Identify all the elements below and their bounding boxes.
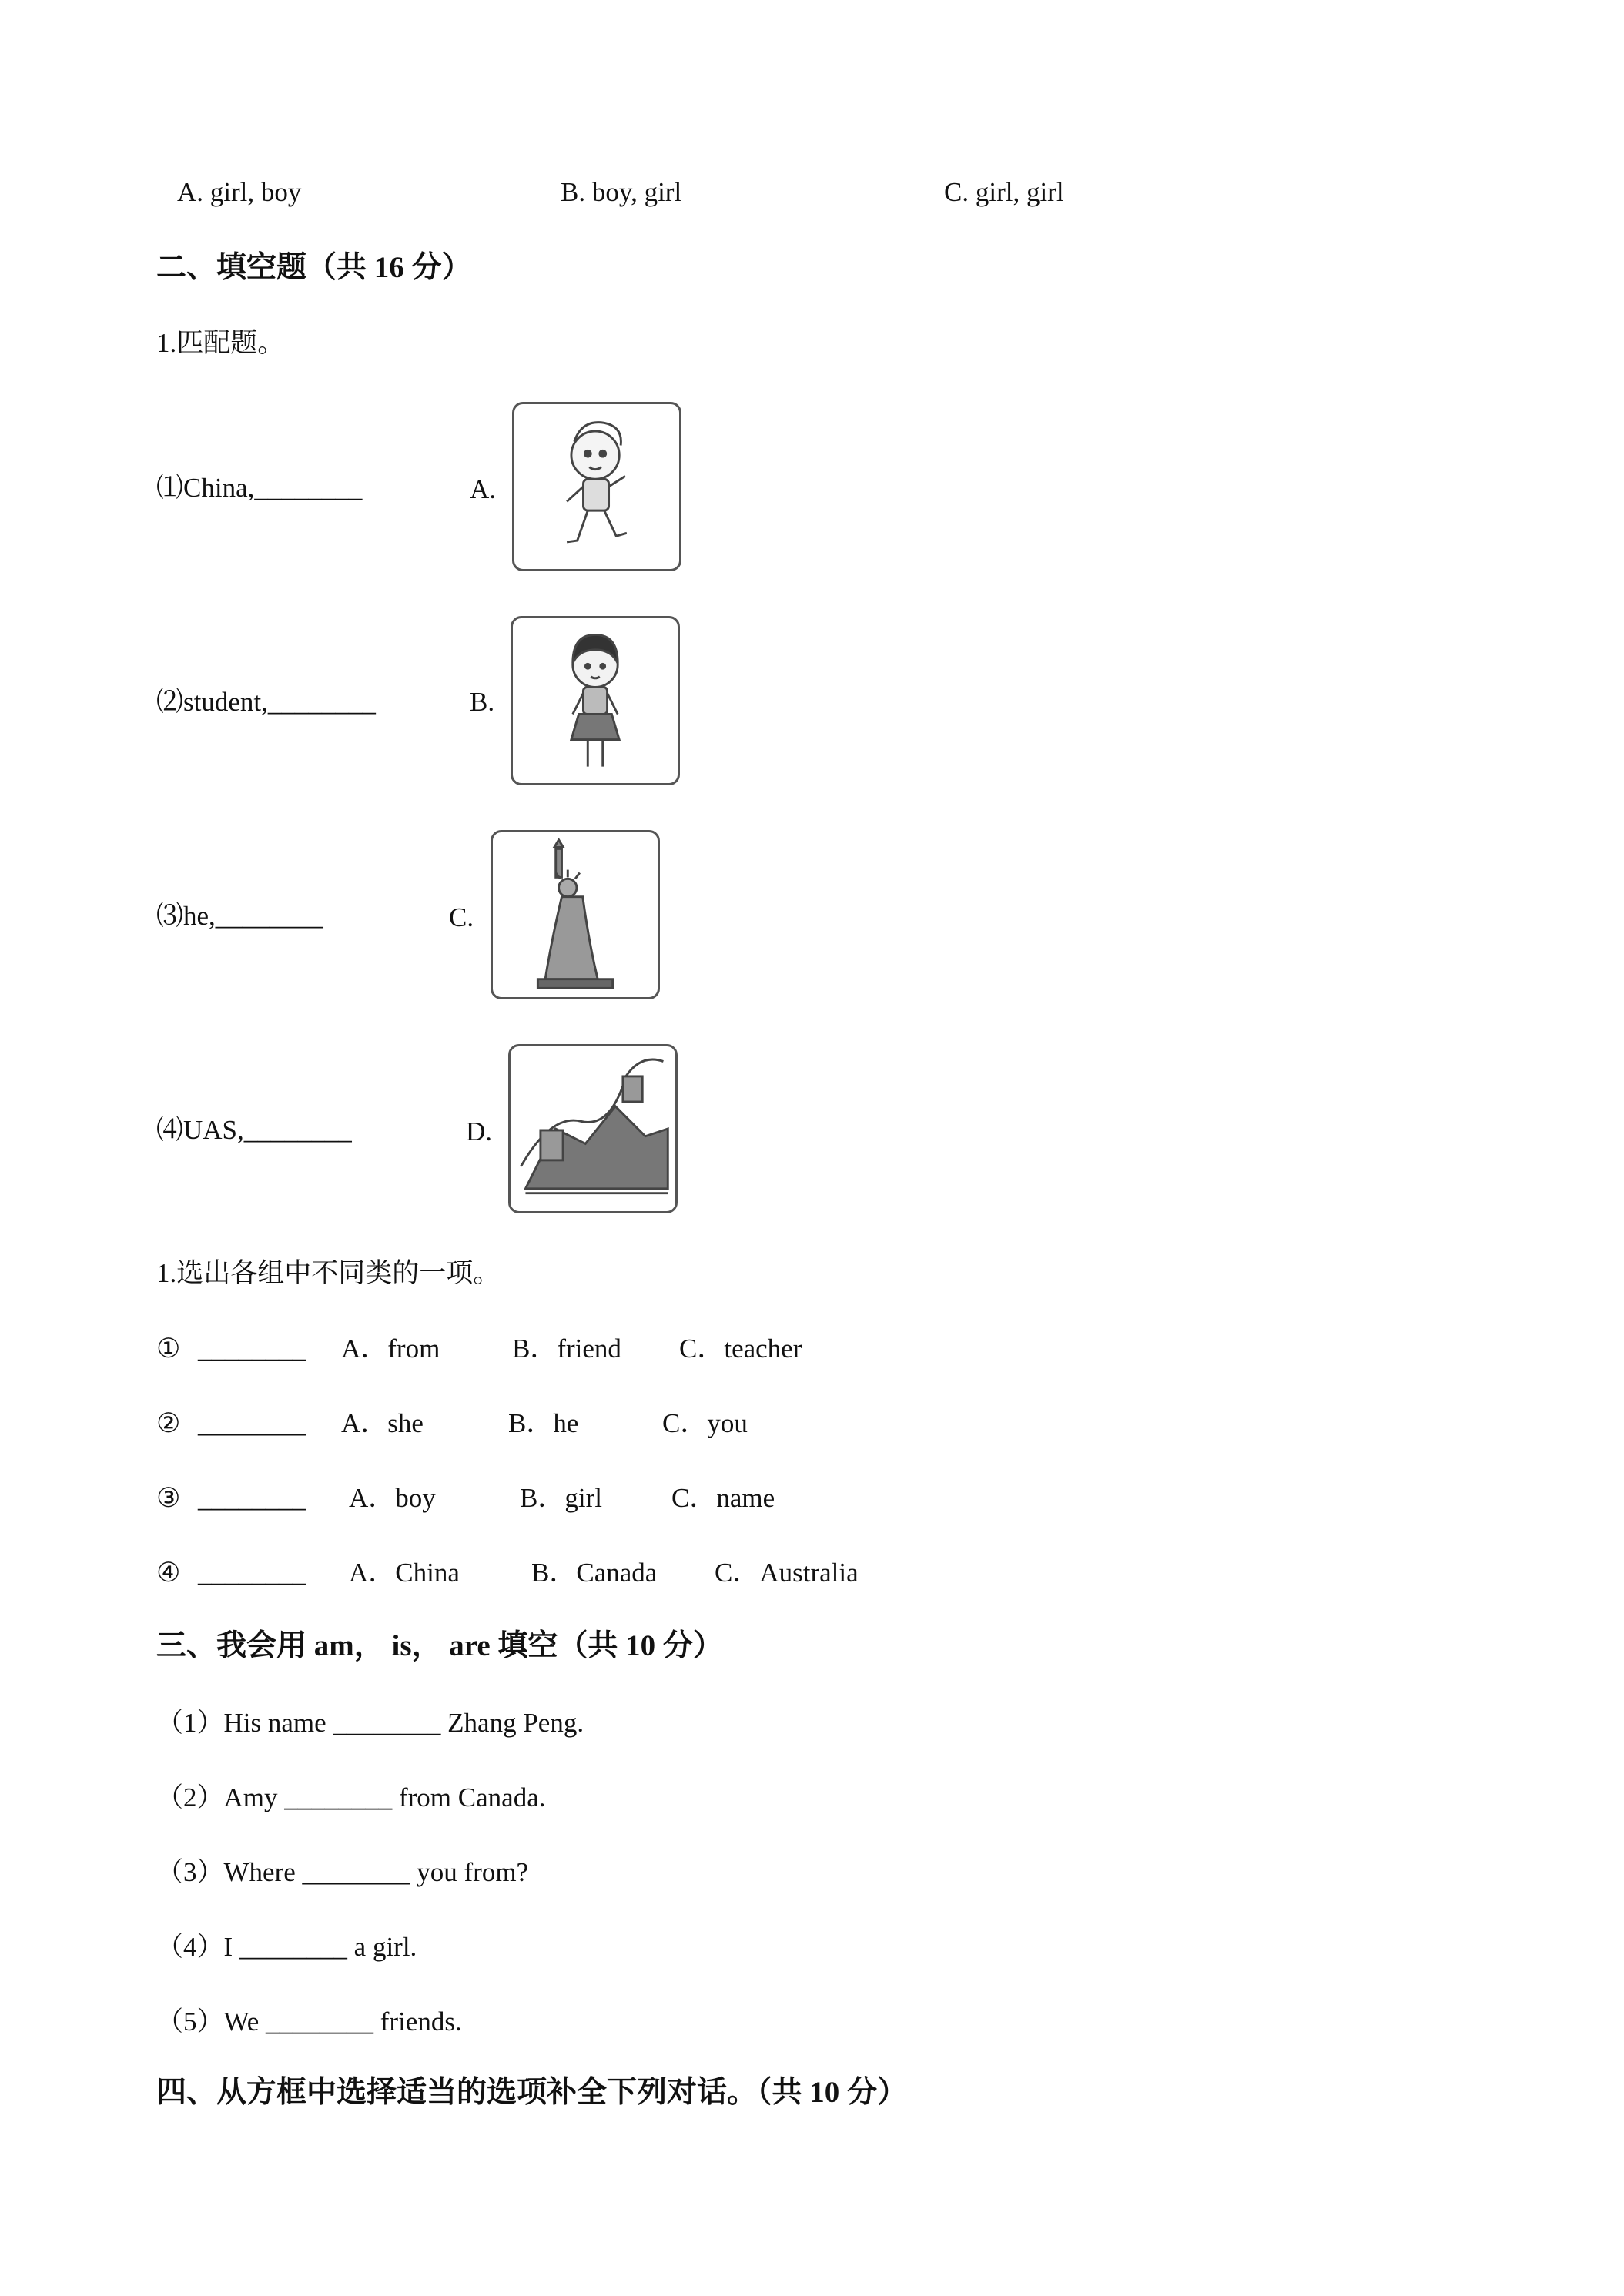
statue-of-liberty-picture — [491, 830, 660, 999]
odd-row-1-num: ① — [156, 1334, 181, 1364]
boy-running-picture — [512, 402, 681, 571]
match-item-3-letter: C. — [449, 902, 474, 932]
great-wall-icon — [511, 1046, 675, 1211]
odd-one-out-title: 1.选出各组中不同类的一项。 — [156, 1258, 501, 1288]
odd-row-3-a: A．boy — [349, 1483, 436, 1513]
odd-row-2-a: A．she — [341, 1408, 424, 1438]
odd-row-1-blank: ________ — [198, 1334, 306, 1364]
odd-row-1-c: C．teacher — [679, 1334, 802, 1364]
girl-student-picture — [511, 616, 680, 785]
odd-row-4-b: B．Canada — [531, 1558, 658, 1588]
odd-row-3-b: B．girl — [520, 1483, 602, 1513]
odd-row-4-a: A．China — [349, 1558, 460, 1588]
match-item-1-label: ⑴China,________ — [156, 473, 363, 503]
match-title: 1.匹配题。 — [156, 328, 285, 358]
odd-row-2-blank: ________ — [198, 1408, 306, 1438]
odd-row-2-num: ② — [156, 1408, 181, 1438]
section4-heading: 四、从方框中选择适当的选项补全下列对话。（共 10 分） — [156, 2076, 908, 2109]
odd-row-2-c: C．you — [662, 1408, 748, 1438]
odd-row-3-blank: ________ — [198, 1483, 306, 1513]
option-b: B. boy, girl — [561, 177, 682, 207]
section3-item-4: （4）I ________ a girl. — [156, 1932, 417, 1962]
match-item-2-label: ⑵student,________ — [156, 687, 376, 717]
odd-row-1-b: B．friend — [512, 1334, 621, 1364]
girl-student-icon — [513, 618, 678, 783]
match-item-3-label: ⑶he,________ — [156, 901, 323, 931]
odd-row-4-blank: ________ — [198, 1558, 306, 1588]
odd-row-1-a: A．from — [341, 1334, 440, 1364]
odd-row-4-c: C．Australia — [715, 1558, 859, 1588]
section3-item-1: （1）His name ________ Zhang Peng. — [156, 1708, 584, 1738]
option-a: A. girl, boy — [177, 177, 302, 207]
odd-row-2-b: B．he — [508, 1408, 579, 1438]
boy-running-icon — [514, 404, 679, 569]
great-wall-picture — [508, 1044, 678, 1213]
odd-row-3-num: ③ — [156, 1483, 181, 1513]
match-item-1-letter: A. — [470, 474, 497, 504]
match-item-2-letter: B. — [470, 687, 495, 717]
statue-of-liberty-icon — [493, 832, 658, 997]
option-c: C. girl, girl — [944, 177, 1064, 207]
match-item-4-label: ⑷UAS,________ — [156, 1115, 352, 1145]
section3-item-5: （5）We ________ friends. — [156, 2006, 462, 2037]
odd-row-3-c: C．name — [671, 1483, 775, 1513]
section3-item-3: （3）Where ________ you from? — [156, 1857, 529, 1887]
section3-item-2: （2）Amy ________ from Canada. — [156, 1782, 546, 1812]
section3-heading: 三、我会用 am， is， are 填空（共 10 分） — [156, 1629, 723, 1662]
section2-heading: 二、填空题（共 16 分） — [156, 251, 472, 284]
odd-row-4-num: ④ — [156, 1558, 181, 1588]
match-item-4-letter: D. — [466, 1116, 493, 1146]
